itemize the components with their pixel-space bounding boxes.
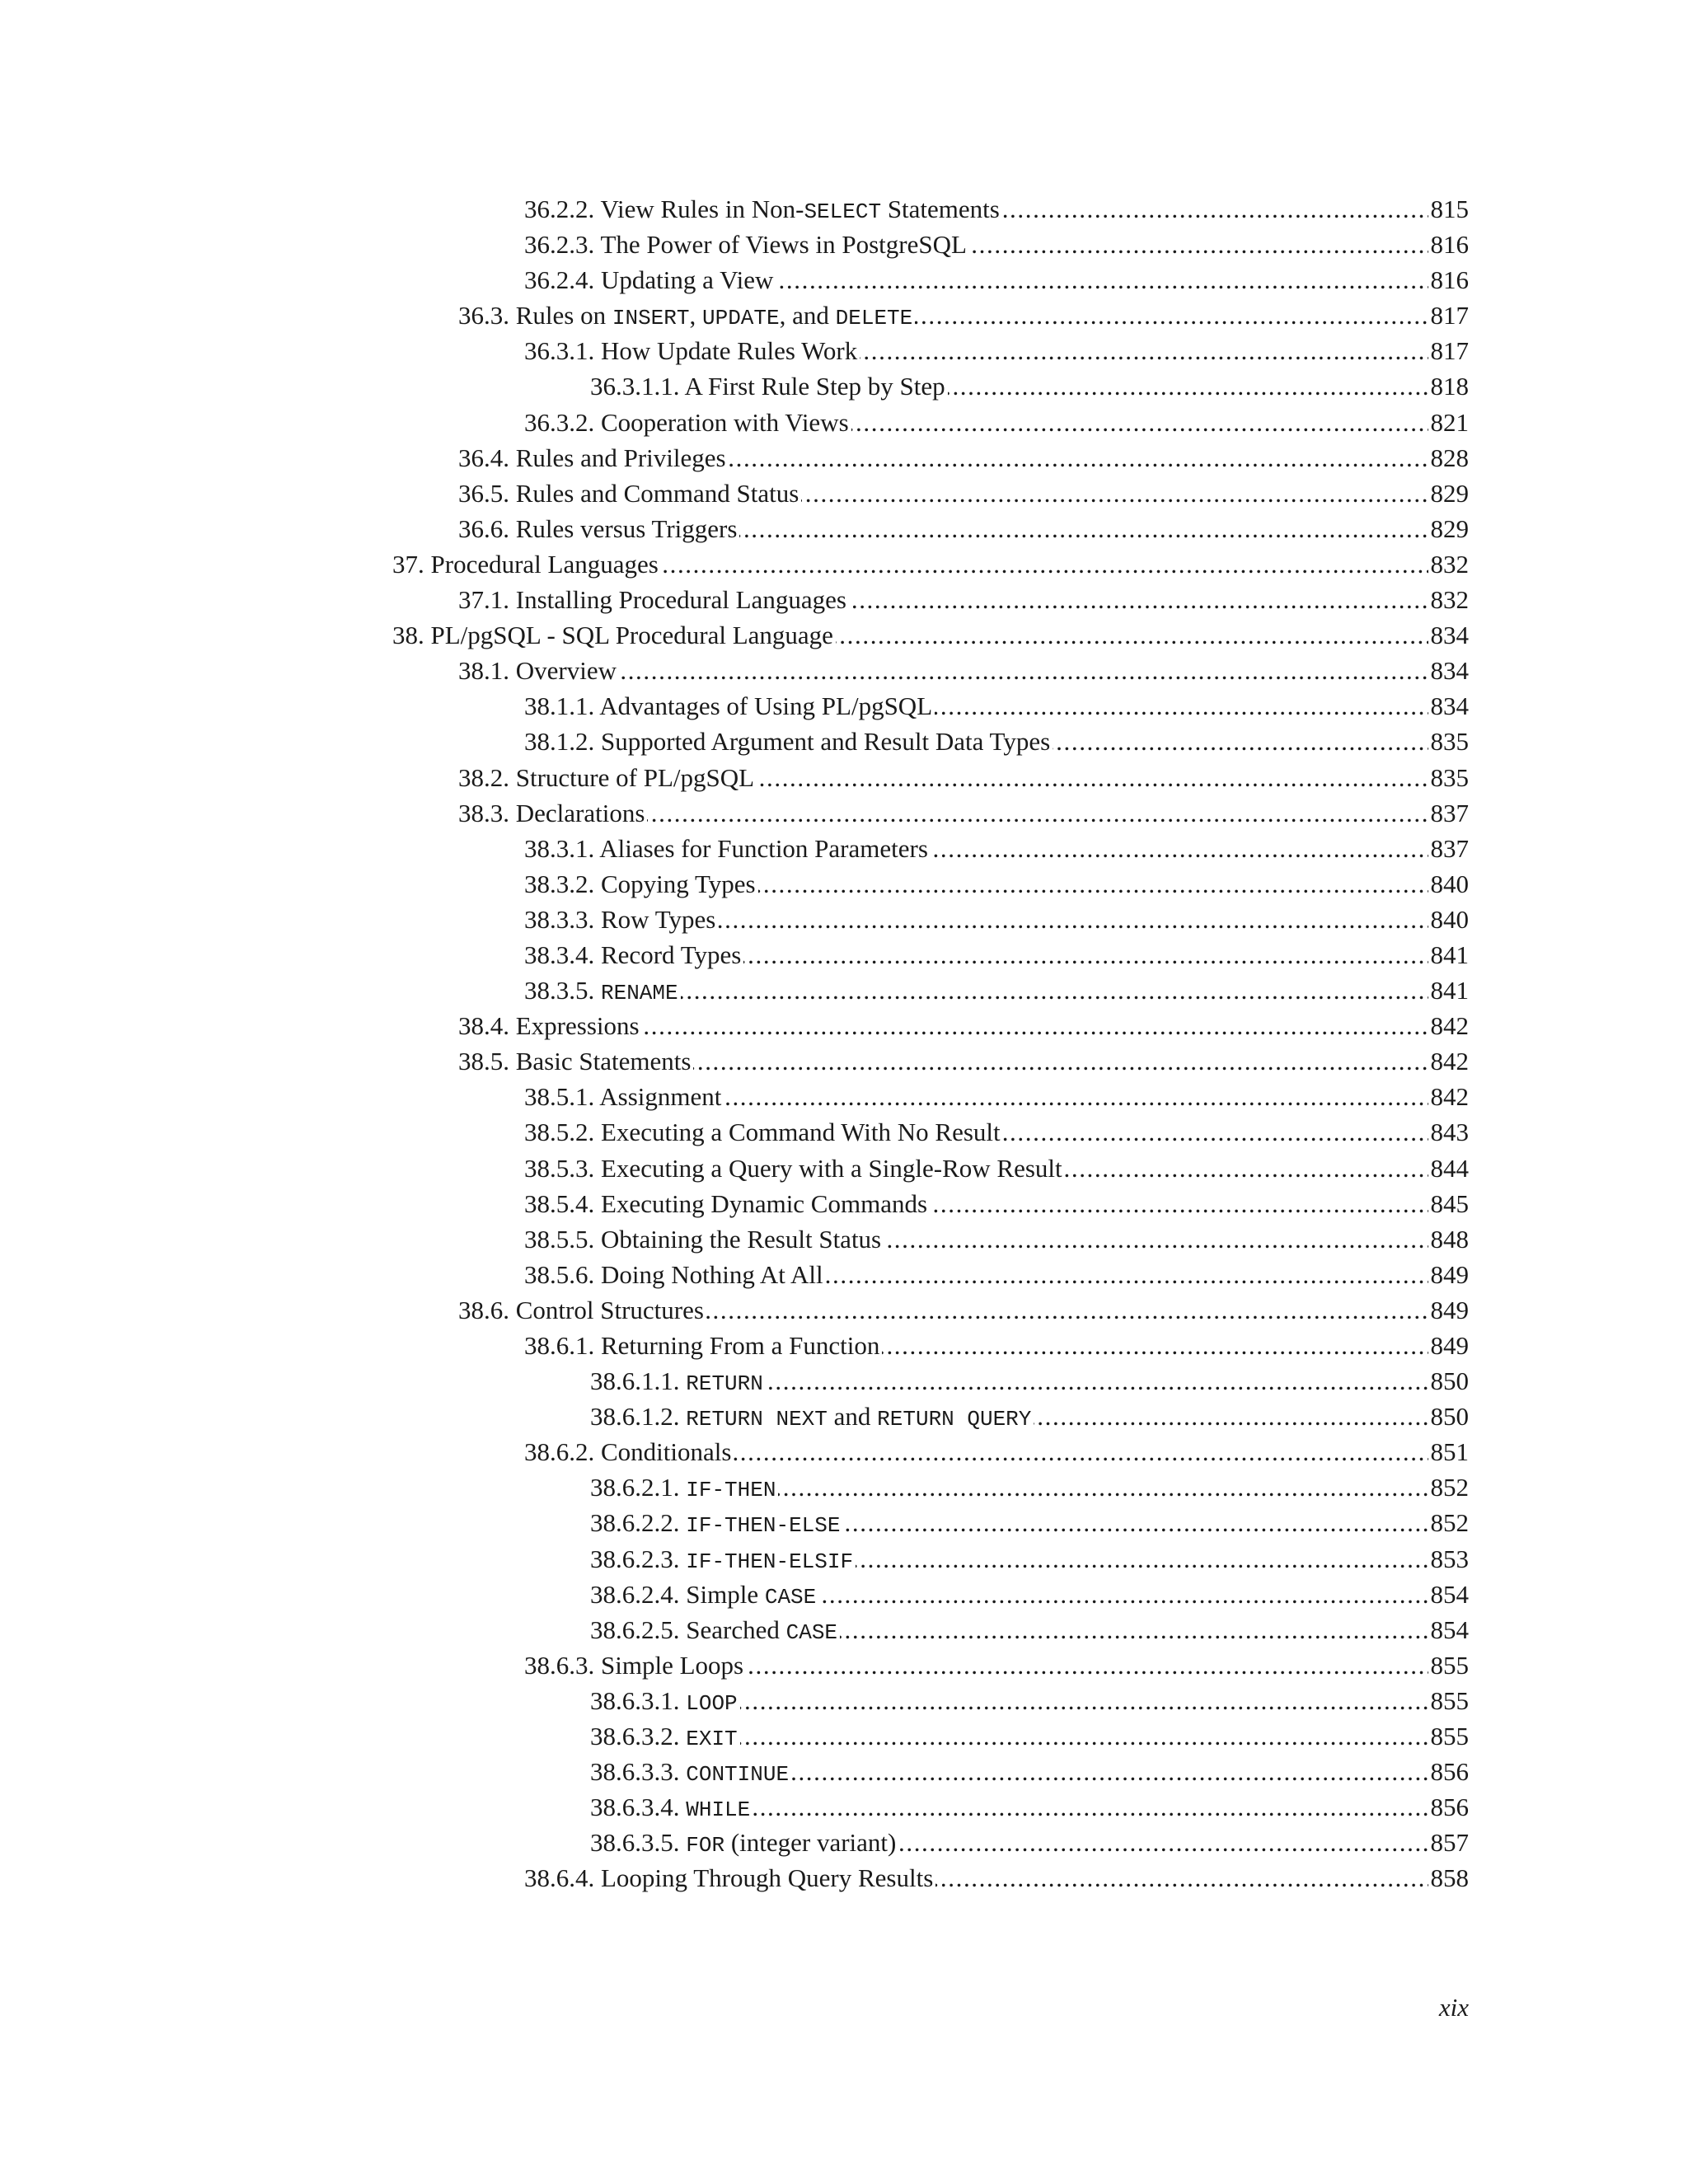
toc-entry-title — [524, 905, 718, 934]
code-term: CONTINUE — [686, 1762, 790, 1788]
section-number: 36.6. — [458, 513, 509, 543]
toc-entry[interactable] — [524, 262, 1469, 298]
toc-page-number: 849 — [1428, 1292, 1470, 1328]
title-text: Assignment — [599, 1082, 722, 1112]
toc-page-number: 840 — [1428, 902, 1470, 937]
toc-page-number: 855 — [1428, 1718, 1470, 1754]
toc-entry[interactable] — [524, 1860, 1469, 1896]
title-text: Doing Nothing At All — [601, 1259, 823, 1289]
toc-page-number: 832 — [1428, 582, 1470, 617]
toc-entry-title — [590, 1402, 1034, 1431]
section-number: 38.3.4. — [524, 940, 595, 969]
section-number: 38.6. — [458, 1295, 509, 1324]
toc-entry-title — [524, 869, 758, 898]
toc-entry[interactable] — [524, 902, 1469, 937]
title-text: PL/pgSQL - SQL Procedural Language — [430, 621, 833, 650]
toc-entry[interactable] — [590, 1789, 1469, 1825]
toc-entry[interactable] — [524, 688, 1469, 724]
code-term: IF-THEN-ELSIF — [686, 1549, 854, 1574]
section-number: 38. — [392, 621, 424, 650]
title-text: Procedural Languages — [430, 549, 659, 579]
title-text: Simple Loops — [601, 1650, 744, 1680]
table-of-contents — [0, 191, 1688, 1896]
toc-entry-title — [524, 1118, 1003, 1146]
section-number: 38.3.5. — [524, 976, 595, 1005]
title-text: Rules and Privileges — [515, 443, 726, 472]
toc-entry[interactable] — [458, 582, 1469, 617]
toc-page-number: 832 — [1428, 546, 1470, 582]
section-number: 36.3.1. — [524, 336, 595, 366]
toc-page-number: 857 — [1428, 1825, 1470, 1860]
section-number: 38.1.2. — [524, 727, 595, 757]
toc-entry-title — [524, 727, 1053, 756]
toc-page-number: 837 — [1428, 831, 1470, 866]
title-text: Row Types — [601, 904, 716, 934]
section-number: 38.6.2.3. — [590, 1544, 680, 1573]
title-text: Overview — [515, 656, 617, 686]
section-number: 38.6.3.1. — [590, 1685, 680, 1715]
section-number: 38.3.2. — [524, 869, 595, 898]
title-text: , and — [779, 301, 836, 330]
toc-page-number: 840 — [1428, 866, 1470, 902]
page-number-folio: xix — [1438, 1993, 1469, 2022]
title-text: Conditionals — [601, 1437, 732, 1467]
toc-entry-title — [524, 1154, 1065, 1183]
code-term: CASE — [785, 1619, 838, 1645]
section-number: 38.6.3.5. — [590, 1828, 680, 1858]
toc-page-number: 850 — [1428, 1399, 1470, 1434]
toc-entry-title — [524, 976, 681, 1005]
title-text: Control Structures — [515, 1295, 704, 1324]
toc-entry-title — [524, 1651, 746, 1680]
toc-entry[interactable] — [524, 724, 1469, 759]
toc-page-number: 835 — [1428, 724, 1470, 759]
section-number: 38.3.3. — [524, 904, 595, 934]
title-text: A First Rule Step by Step — [684, 372, 945, 401]
toc-entry[interactable] — [458, 1292, 1469, 1328]
toc-entry[interactable] — [524, 1221, 1469, 1257]
toc-entry[interactable] — [524, 1151, 1469, 1186]
toc-entry-title — [590, 1473, 778, 1502]
section-number: 38.6.2.2. — [590, 1508, 680, 1538]
section-number: 38.6.3.2. — [590, 1722, 680, 1751]
toc-page-number: 852 — [1428, 1469, 1470, 1505]
toc-entry[interactable] — [590, 1505, 1469, 1540]
title-text: and — [827, 1402, 878, 1432]
title-text: Simple — [686, 1579, 765, 1609]
code-term: DELETE — [835, 306, 913, 331]
code-term: IF-THEN — [686, 1478, 776, 1503]
section-number: 38.6.3.4. — [590, 1793, 680, 1822]
toc-entry-title — [590, 1544, 856, 1573]
toc-entry[interactable] — [524, 937, 1469, 972]
title-text: Executing a Command With No Result — [601, 1118, 1001, 1147]
toc-page-number: 855 — [1428, 1647, 1470, 1683]
section-number: 38.5.4. — [524, 1188, 595, 1218]
section-number: 38.5.3. — [524, 1153, 595, 1183]
section-number: 38.6.3. — [524, 1650, 595, 1680]
title-text: Returning From a Function — [601, 1331, 880, 1360]
section-number: 38.6.1.1. — [590, 1366, 680, 1396]
toc-entry[interactable] — [392, 617, 1469, 653]
toc-entry[interactable] — [392, 546, 1469, 582]
toc-page-number: 841 — [1428, 937, 1470, 972]
toc-entry-title — [590, 1757, 791, 1786]
section-number: 36.3.1.1. — [590, 372, 680, 401]
toc-entry-title — [590, 1793, 753, 1821]
section-number: 38.6.2. — [524, 1437, 595, 1467]
toc-entry-title — [590, 1615, 840, 1644]
toc-page-number: 848 — [1428, 1221, 1470, 1257]
toc-entry[interactable] — [590, 1718, 1469, 1754]
toc-page-number: 842 — [1428, 1079, 1470, 1114]
toc-page-number: 829 — [1428, 476, 1470, 511]
toc-page-number: 849 — [1428, 1328, 1470, 1363]
toc-entry-title — [458, 585, 849, 614]
toc-entry[interactable] — [524, 1434, 1469, 1469]
toc-entry-title — [524, 1331, 882, 1360]
section-number: 36.3.2. — [524, 407, 595, 437]
title-text: Record Types — [601, 940, 742, 969]
section-number: 36.2.2. — [524, 194, 595, 223]
toc-entry-title — [590, 1508, 842, 1537]
code-term: WHILE — [686, 1797, 751, 1823]
toc-page-number: 842 — [1428, 1008, 1470, 1043]
section-number: 38.5.2. — [524, 1118, 595, 1147]
toc-entry-title — [524, 1260, 826, 1289]
toc-entry[interactable] — [524, 191, 1469, 227]
toc-entry[interactable] — [458, 298, 1469, 333]
toc-entry[interactable] — [524, 1647, 1469, 1683]
title-text: , — [689, 301, 702, 330]
toc-entry[interactable] — [590, 1363, 1469, 1399]
toc-page-number: 821 — [1428, 405, 1470, 440]
toc-page-number: 856 — [1428, 1789, 1470, 1825]
toc-entry-title — [524, 230, 969, 259]
toc-page-number: 834 — [1428, 617, 1470, 653]
title-text: Executing Dynamic Commands — [601, 1188, 928, 1218]
title-text: (integer variant) — [724, 1828, 897, 1858]
title-text: Advantages of Using PL/pgSQL — [599, 691, 933, 721]
section-number: 38.5.1. — [524, 1082, 595, 1112]
section-number: 38.6.2.4. — [590, 1579, 680, 1609]
toc-page-number: 854 — [1428, 1612, 1470, 1647]
toc-entry[interactable] — [524, 831, 1469, 866]
code-term: SELECT — [804, 199, 882, 224]
toc-page-number: 844 — [1428, 1151, 1470, 1186]
toc-entry[interactable] — [524, 972, 1469, 1008]
toc-entry[interactable] — [458, 440, 1469, 476]
toc-entry[interactable] — [590, 1825, 1469, 1860]
toc-entry-title — [524, 265, 776, 294]
toc-entry-title — [458, 656, 619, 685]
title-text: Obtaining the Result Status — [601, 1224, 882, 1254]
title-text: Aliases for Function Parameters — [599, 833, 928, 863]
toc-page-number: 854 — [1428, 1577, 1470, 1612]
toc-entry[interactable] — [524, 405, 1469, 440]
section-number: 38.5. — [458, 1047, 509, 1076]
title-text: View Rules in Non- — [600, 194, 804, 223]
section-number: 38.2. — [458, 762, 509, 792]
toc-entry[interactable] — [590, 1577, 1469, 1612]
code-term: RETURN QUERY — [877, 1407, 1032, 1432]
section-number: 38.6.2.5. — [590, 1615, 680, 1644]
toc-entry[interactable] — [524, 1328, 1469, 1363]
code-term: UPDATE — [702, 306, 780, 331]
toc-entry[interactable] — [524, 866, 1469, 902]
toc-entry[interactable] — [458, 760, 1469, 795]
toc-page-number: 834 — [1428, 653, 1470, 688]
code-term: IF-THEN-ELSE — [686, 1513, 841, 1539]
toc-entry-title — [590, 1686, 740, 1715]
title-text: Installing Procedural Languages — [515, 585, 846, 615]
section-number: 38.4. — [458, 1011, 509, 1041]
toc-entry[interactable] — [458, 1043, 1469, 1079]
toc-page-number: 853 — [1428, 1541, 1470, 1577]
section-number: 38.6.1.2. — [590, 1402, 680, 1432]
toc-entry[interactable] — [590, 1754, 1469, 1789]
toc-entry-title — [458, 514, 739, 543]
code-term: RETURN — [686, 1371, 763, 1397]
section-number: 36.4. — [458, 443, 509, 472]
toc-entry-title — [524, 408, 851, 437]
code-term: RENAME — [601, 981, 678, 1006]
toc-entry-title — [590, 1828, 898, 1857]
section-number: 38.5.6. — [524, 1259, 595, 1289]
toc-entry-title — [590, 1580, 818, 1609]
toc-page-number: 816 — [1428, 262, 1470, 298]
toc-page-number: 834 — [1428, 688, 1470, 724]
section-number: 36.2.4. — [524, 265, 595, 295]
toc-entry-title — [458, 301, 915, 330]
toc-page-number: 841 — [1428, 972, 1470, 1008]
toc-page-number: 817 — [1428, 333, 1470, 368]
section-number: 38.5.5. — [524, 1224, 595, 1254]
toc-page-number: 842 — [1428, 1043, 1470, 1079]
code-term: FOR — [686, 1833, 725, 1858]
title-text: Executing a Query with a Single-Row Result — [601, 1153, 1062, 1183]
toc-page-number: 845 — [1428, 1186, 1470, 1221]
toc-entry[interactable] — [524, 333, 1469, 368]
toc-entry-title — [524, 1437, 734, 1466]
section-number: 38.1. — [458, 656, 509, 686]
toc-entry[interactable] — [590, 1469, 1469, 1505]
section-number: 38.6.3.3. — [590, 1757, 680, 1787]
toc-entry-title — [458, 799, 647, 827]
title-text: Rules on — [515, 301, 612, 330]
toc-entry-title — [524, 194, 1002, 223]
toc-page-number: 817 — [1428, 298, 1470, 333]
toc-page-number: 828 — [1428, 440, 1470, 476]
section-number: 38.1.1. — [524, 691, 595, 721]
title-text: Declarations — [515, 798, 645, 827]
toc-page-number: 815 — [1428, 191, 1470, 227]
section-number: 38.3. — [458, 798, 509, 827]
section-number: 38.6.1. — [524, 1331, 595, 1360]
title-text: Expressions — [515, 1011, 640, 1041]
title-text: Rules versus Triggers — [515, 513, 738, 543]
section-number: 36.2.3. — [524, 230, 595, 260]
toc-entry[interactable] — [590, 1612, 1469, 1647]
section-number: 37.1. — [458, 585, 509, 615]
toc-entry-title — [458, 1011, 642, 1040]
toc-entry-title — [524, 1189, 930, 1218]
toc-entry[interactable] — [524, 227, 1469, 262]
toc-entry[interactable] — [458, 1008, 1469, 1043]
toc-page-number: 837 — [1428, 795, 1470, 831]
title-text: Basic Statements — [515, 1047, 692, 1076]
section-number: 38.3.1. — [524, 833, 595, 863]
section-number: 38.6.2.1. — [590, 1473, 680, 1502]
title-text: How Update Rules Work — [601, 336, 858, 366]
title-text: Cooperation with Views — [601, 407, 849, 437]
code-term: RETURN NEXT — [686, 1407, 828, 1432]
title-text: Looping Through Query Results — [601, 1863, 934, 1893]
title-text: Rules and Command Status — [515, 478, 799, 508]
toc-page-number: 829 — [1428, 511, 1470, 546]
toc-entry-title — [524, 1863, 935, 1892]
toc-entry-title — [524, 1082, 724, 1111]
toc-entry-title — [524, 336, 860, 365]
toc-entry[interactable] — [590, 1541, 1469, 1577]
section-number: 38.6.4. — [524, 1863, 595, 1893]
toc-entry-title — [458, 443, 729, 472]
toc-entry-title — [458, 1047, 693, 1076]
toc-entry-title — [524, 940, 743, 969]
title-text: Supported Argument and Result Data Types — [601, 727, 1051, 757]
toc-page-number: 816 — [1428, 227, 1470, 262]
code-term: CASE — [764, 1584, 817, 1610]
title-text: Statements — [881, 194, 1000, 223]
toc-entry[interactable] — [590, 1399, 1469, 1434]
toc-page-number: 843 — [1428, 1114, 1470, 1150]
code-term: EXIT — [686, 1727, 738, 1752]
toc-entry-title — [458, 763, 757, 792]
section-number: 37. — [392, 549, 424, 579]
toc-entry[interactable] — [458, 476, 1469, 511]
toc-page-number: 818 — [1428, 368, 1470, 404]
toc-entry[interactable] — [590, 368, 1469, 404]
toc-entry-title — [458, 1296, 706, 1324]
toc-page-number: 856 — [1428, 1754, 1470, 1789]
toc-page-number: 849 — [1428, 1257, 1470, 1292]
toc-entry-title — [590, 372, 948, 401]
toc-page-number: 835 — [1428, 760, 1470, 795]
toc-page-number: 850 — [1428, 1363, 1470, 1399]
toc-entry-title — [524, 691, 935, 720]
title-text: Structure of PL/pgSQL — [515, 762, 755, 792]
toc-entry-title — [392, 621, 836, 649]
toc-entry[interactable] — [524, 1079, 1469, 1114]
toc-entry[interactable] — [524, 1114, 1469, 1150]
toc-entry[interactable] — [458, 795, 1469, 831]
toc-entry-title — [590, 1722, 740, 1750]
title-text: The Power of Views in PostgreSQL — [600, 230, 967, 260]
toc-page-number: 858 — [1428, 1860, 1470, 1896]
toc-entry[interactable] — [458, 511, 1469, 546]
toc-page-number: 855 — [1428, 1683, 1470, 1718]
section-number: 36.3. — [458, 301, 509, 330]
toc-entry-title — [458, 479, 801, 508]
toc-entry[interactable] — [524, 1257, 1469, 1292]
title-text: Searched — [686, 1615, 786, 1644]
code-term: INSERT — [612, 306, 690, 331]
toc-entry-title — [392, 550, 661, 579]
code-term: LOOP — [686, 1690, 738, 1716]
toc-page-number: 852 — [1428, 1505, 1470, 1540]
title-text: Updating a View — [601, 265, 774, 295]
toc-entry-title — [590, 1366, 766, 1395]
title-text: Copying Types — [601, 869, 756, 898]
section-number: 36.5. — [458, 478, 509, 508]
toc-page-number: 851 — [1428, 1434, 1470, 1469]
toc-entry-title — [524, 1225, 884, 1254]
toc-entry-title — [524, 834, 931, 863]
toc-entry[interactable] — [458, 653, 1469, 688]
toc-entry[interactable] — [590, 1683, 1469, 1718]
toc-entry[interactable] — [524, 1186, 1469, 1221]
